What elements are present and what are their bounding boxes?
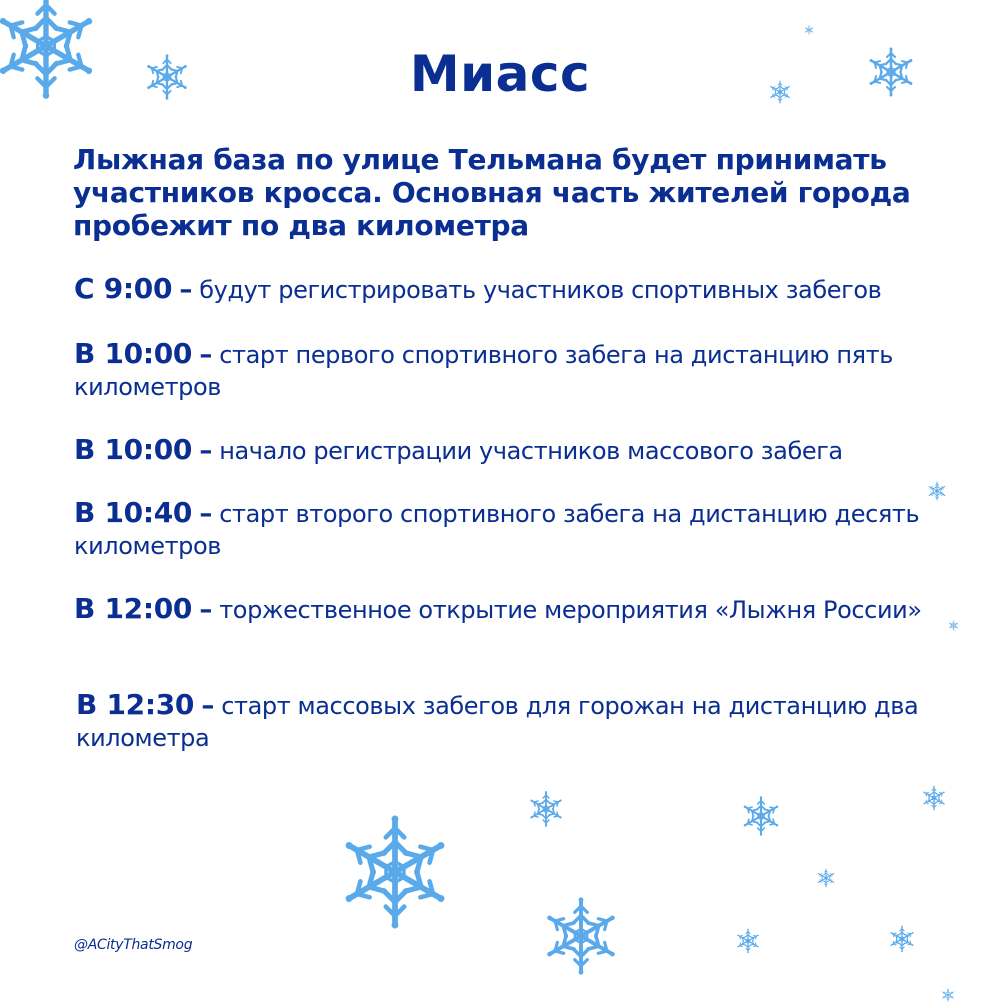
snowflake-icon bbox=[921, 785, 947, 811]
snowflake-icon bbox=[948, 620, 959, 631]
schedule-dash: – bbox=[179, 275, 192, 305]
schedule-time: В 10:00 bbox=[74, 433, 193, 466]
schedule-time: В 12:30 bbox=[76, 688, 195, 721]
schedule-text: старт второго спортивного забега на дистанцию десять километров bbox=[74, 500, 920, 560]
snowflake-icon bbox=[740, 795, 782, 837]
schedule-item bbox=[74, 497, 974, 562]
snowflake-icon bbox=[735, 928, 761, 954]
schedule-text: будут регистрировать участников спортивных забегов bbox=[199, 276, 882, 304]
schedule-time: В 10:40 bbox=[74, 496, 193, 529]
page-title: Миасс bbox=[409, 45, 591, 103]
schedule-item bbox=[76, 689, 976, 754]
schedule-item bbox=[74, 593, 974, 626]
schedule-time: В 10:00 bbox=[74, 337, 193, 370]
schedule-text: старт массовых забегов для горожан на дистанцию два километра bbox=[76, 692, 919, 752]
snowflake-icon bbox=[540, 895, 622, 977]
schedule-dash: – bbox=[199, 595, 212, 625]
schedule-dash: – bbox=[199, 436, 212, 466]
author-handle: @ACityThatSmog bbox=[74, 937, 193, 953]
snowflake-icon bbox=[927, 481, 947, 501]
schedule-dash: – bbox=[201, 691, 214, 721]
snowflake-icon bbox=[527, 790, 565, 828]
snowflake-icon bbox=[816, 868, 836, 888]
schedule-time: С 9:00 bbox=[74, 272, 173, 305]
schedule-text: начало регистрации участников массового забега bbox=[219, 437, 843, 465]
schedule-text: старт первого спортивного забега на дистанцию пять километров bbox=[74, 341, 893, 401]
snowflake-icon bbox=[804, 25, 814, 35]
schedule-text: торжественное открытие мероприятия «Лыжня России» bbox=[219, 596, 922, 624]
schedule-time: В 12:00 bbox=[74, 592, 193, 625]
schedule-item bbox=[74, 338, 974, 403]
schedule-dash: – bbox=[199, 499, 212, 529]
schedule-item bbox=[74, 434, 974, 467]
snowflake-icon bbox=[888, 925, 916, 953]
schedule-item bbox=[74, 273, 974, 306]
snowflake-icon bbox=[335, 812, 455, 932]
lead-paragraph: Лыжная база по улице Тельмана будет принимать участников кросса. Основная часть жителей города пробежит по два километра bbox=[73, 143, 911, 242]
schedule-dash: – bbox=[199, 340, 212, 370]
